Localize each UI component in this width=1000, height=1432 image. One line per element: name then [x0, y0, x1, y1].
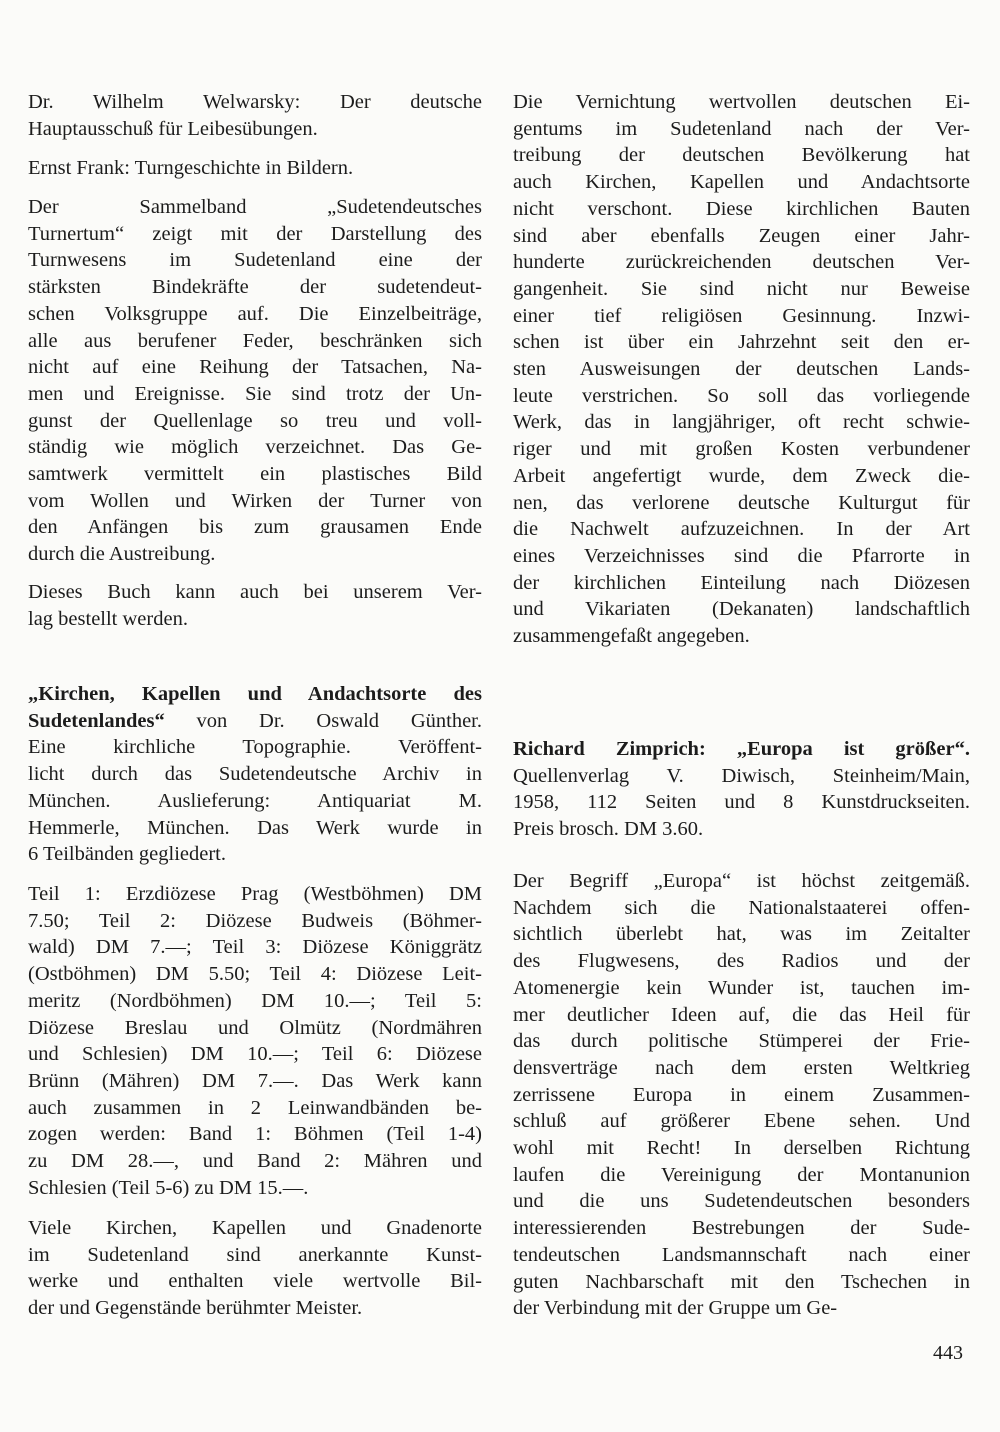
text-line: Quellenverlag V. Diwisch, Steinheim/Main, [513, 764, 970, 787]
text-line: im Sudetenland sind anerkannte Kunst- [28, 1243, 482, 1266]
text-line: sten Ausweisungen der deutschen Lands- [513, 358, 970, 381]
text-line: laufen die Vereinigung der Montanunion [513, 1163, 970, 1186]
paragraph [28, 881, 482, 1201]
text-line: werke und enthalten viele wertvolle Bil- [28, 1270, 482, 1293]
text-line: densverträge nach dem ersten Weltkrieg [513, 1056, 970, 1079]
text-line: der und Gegenstände berühmter Meister. [28, 1297, 363, 1320]
text-line: gunst der Quellenlage so treu und voll- [28, 409, 482, 432]
text-line: 6 Teilbänden gegliedert. [28, 843, 226, 866]
text-line: München. Auslieferung: Antiquariat M. [28, 789, 482, 812]
text-line: durch die Austreibung. [28, 543, 216, 566]
text-line: der Verbindung mit der Gruppe um Ge- [513, 1297, 838, 1320]
text-line: und Vikariaten (Dekanaten) landschaftlich [513, 598, 970, 621]
text-line: Der Sammelband „Sudetendeutsches [28, 196, 482, 218]
text-line: gangenheit. Sie sind nicht nur Beweise [513, 277, 970, 300]
text-line: Der Begriff „Europa“ ist höchst zeitgemäß. [513, 870, 970, 892]
text-line: zu DM 28.—, und Band 2: Mähren und [28, 1150, 482, 1173]
text-line: leute verstrichen. So soll das vorliegende [513, 384, 970, 407]
paragraph [513, 89, 970, 650]
text-line: ständig wie möglich verzeichnet. Das Ge- [28, 436, 482, 459]
paragraph [28, 155, 482, 182]
text-line: und die uns Sudetendeutschen besonders [513, 1190, 970, 1213]
text-line: gentums im Sudetenland nach der Ver- [513, 117, 970, 140]
text-line: nicht verschont. Diese kirchlichen Bauten [513, 197, 970, 220]
text-line: auch zusammen in 2 Leinwandbänden be- [28, 1096, 482, 1119]
text-line: lag bestellt werden. [28, 607, 188, 630]
text-line: des Flugwesens, des Radios und der [513, 950, 970, 973]
text-line: Arbeit angefertigt wurde, dem Zweck die- [513, 464, 970, 487]
text-line: Brünn (Mähren) DM 7.—. Das Werk kann [28, 1069, 482, 1092]
text-line: Teil 1: Erzdiözese Prag (Westböhmen) DM [28, 883, 482, 905]
text-line: den Anfängen bis zum grausamen Ende [28, 516, 482, 539]
text-line: (Ostböhmen) DM 5.50; Teil 4: Diözese Leit- [28, 963, 482, 986]
text-line: Dieses Buch kann auch bei unserem Ver- [28, 581, 482, 603]
text-line: Viele Kirchen, Kapellen und Gnadenorte [28, 1217, 482, 1239]
text-line: Preis brosch. DM 3.60. [513, 818, 704, 841]
review-kirchen-kapellen [28, 681, 482, 868]
text-line: Hauptausschuß für Leibesübungen. [28, 117, 318, 140]
text-line: der kirchlichen Einteilung nach Diözesen [513, 571, 970, 594]
page-number: 443 [933, 1342, 963, 1364]
text-line: schen ist über ein Jahrzehnt seit den er- [513, 331, 970, 354]
text-line: schen Volksgruppe auf. Die Einzelbeiträge, [28, 302, 482, 325]
text-line: auch Kirchen, Kapellen und Andachtsorte [513, 171, 970, 194]
text-line: Eine kirchliche Topographie. Veröffent- [28, 736, 482, 759]
review-europa-ist-groesser [513, 736, 970, 843]
text-line: men und Ereignisse. Sie sind trotz der Un- [28, 382, 482, 405]
text-line: wohl mit Recht! In derselben Richtung [513, 1137, 970, 1160]
text-line: sind aber ebenfalls Zeugen einer Jahr- [513, 224, 970, 247]
text-line: Turnwesens im Sudetenland eine der [28, 249, 482, 272]
text-line: nen, das verlorene deutsche Kulturgut für [513, 491, 970, 514]
text-line: riger und mit großen Kosten verbundener [513, 438, 970, 461]
text-line: wald) DM 7.—; Teil 3: Diözese Königgrätz [28, 936, 482, 959]
text-line: die Nachwelt aufzuzeichnen. In der Art [513, 518, 970, 541]
text-line: samtwerk vermittelt ein plastisches Bild [28, 463, 482, 486]
text-line: Hemmerle, München. Das Werk wurde in [28, 816, 482, 839]
text-line: tendeutschen Landsmannschaft nach einer [513, 1243, 970, 1266]
text-line: Dr. Wilhelm Welwarsky: Der deutsche [28, 91, 482, 113]
text-line: interessierenden Bestrebungen der Sude- [513, 1217, 970, 1240]
text-line: Schlesien (Teil 5-6) zu DM 15.—. [28, 1176, 309, 1199]
paragraph [513, 868, 970, 1322]
text-line: Sudetenlandes“ von Dr. Oswald Günther. [28, 709, 482, 732]
text-line: zerrissene Europa in einem Zusammen- [513, 1083, 970, 1106]
text-line: meritz (Nordböhmen) DM 10.—; Teil 5: [28, 989, 482, 1012]
text-line: Werk, das in langjähriger, oft recht schwie- [513, 411, 970, 434]
text-line: Ernst Frank: Turngeschichte in Bildern. [28, 157, 354, 179]
text-line: Turnertum“ zeigt mit der Darstellung des [28, 222, 482, 245]
text-line: einer tief religiösen Gesinnung. Inzwi- [513, 304, 970, 327]
text-line: treibung der deutschen Bevölkerung hat [513, 144, 970, 167]
text-line: hunderte zurückreichenden deutschen Ver- [513, 251, 970, 274]
text-line: „Kirchen, Kapellen und Andachtsorte des [28, 683, 482, 705]
paragraph [28, 89, 482, 142]
text-line: mer deutlicher Ideen auf, die das Heil für [513, 1003, 970, 1026]
text-line: licht durch das Sudetendeutsche Archiv in [28, 763, 482, 786]
text-line: 1958, 112 Seiten und 8 Kunstdruckseiten. [513, 791, 970, 814]
text-line: alle aus berufener Feder, beschränken sich [28, 329, 482, 352]
text-line: Diözese Breslau und Olmütz (Nordmähren [28, 1016, 482, 1039]
text-line: zusammengefaßt angegeben. [513, 625, 750, 648]
text-line: Richard Zimprich: „Europa ist größer“. [513, 738, 970, 760]
paragraph [28, 579, 482, 632]
text-line: zogen werden: Band 1: Böhmen (Teil 1-4) [28, 1123, 482, 1146]
text-line: Nachdem sich die Nationalstaaterei offen- [513, 896, 970, 919]
text-line: vom Wollen und Wirken der Turner von [28, 489, 482, 512]
text-line: schluß auf größerer Ebene sehen. Und [513, 1110, 970, 1133]
text-line: sichtlich überlebt hat, was im Zeitalter [513, 923, 970, 946]
text-line: Atomenergie kein Wunder ist, tauchen im- [513, 976, 970, 999]
paragraph [28, 1215, 482, 1322]
paragraph [28, 194, 482, 568]
text-line: stärksten Bindekräfte der sudetendeut- [28, 276, 482, 299]
text-line: Die Vernichtung wertvollen deutschen Ei- [513, 91, 970, 113]
text-line: und Schlesien) DM 10.—; Teil 6: Diözese [28, 1043, 482, 1066]
text-line: nicht auf eine Reihung der Tatsachen, Na- [28, 356, 482, 379]
text-line: eines Verzeichnisses sind die Pfarrorte in [513, 544, 970, 567]
text-line: 7.50; Teil 2: Diözese Budweis (Böhmer- [28, 909, 482, 932]
text-line: das durch politische Stümperei der Frie- [513, 1030, 970, 1053]
text-line: guten Nachbarschaft mit den Tschechen in [513, 1270, 970, 1293]
